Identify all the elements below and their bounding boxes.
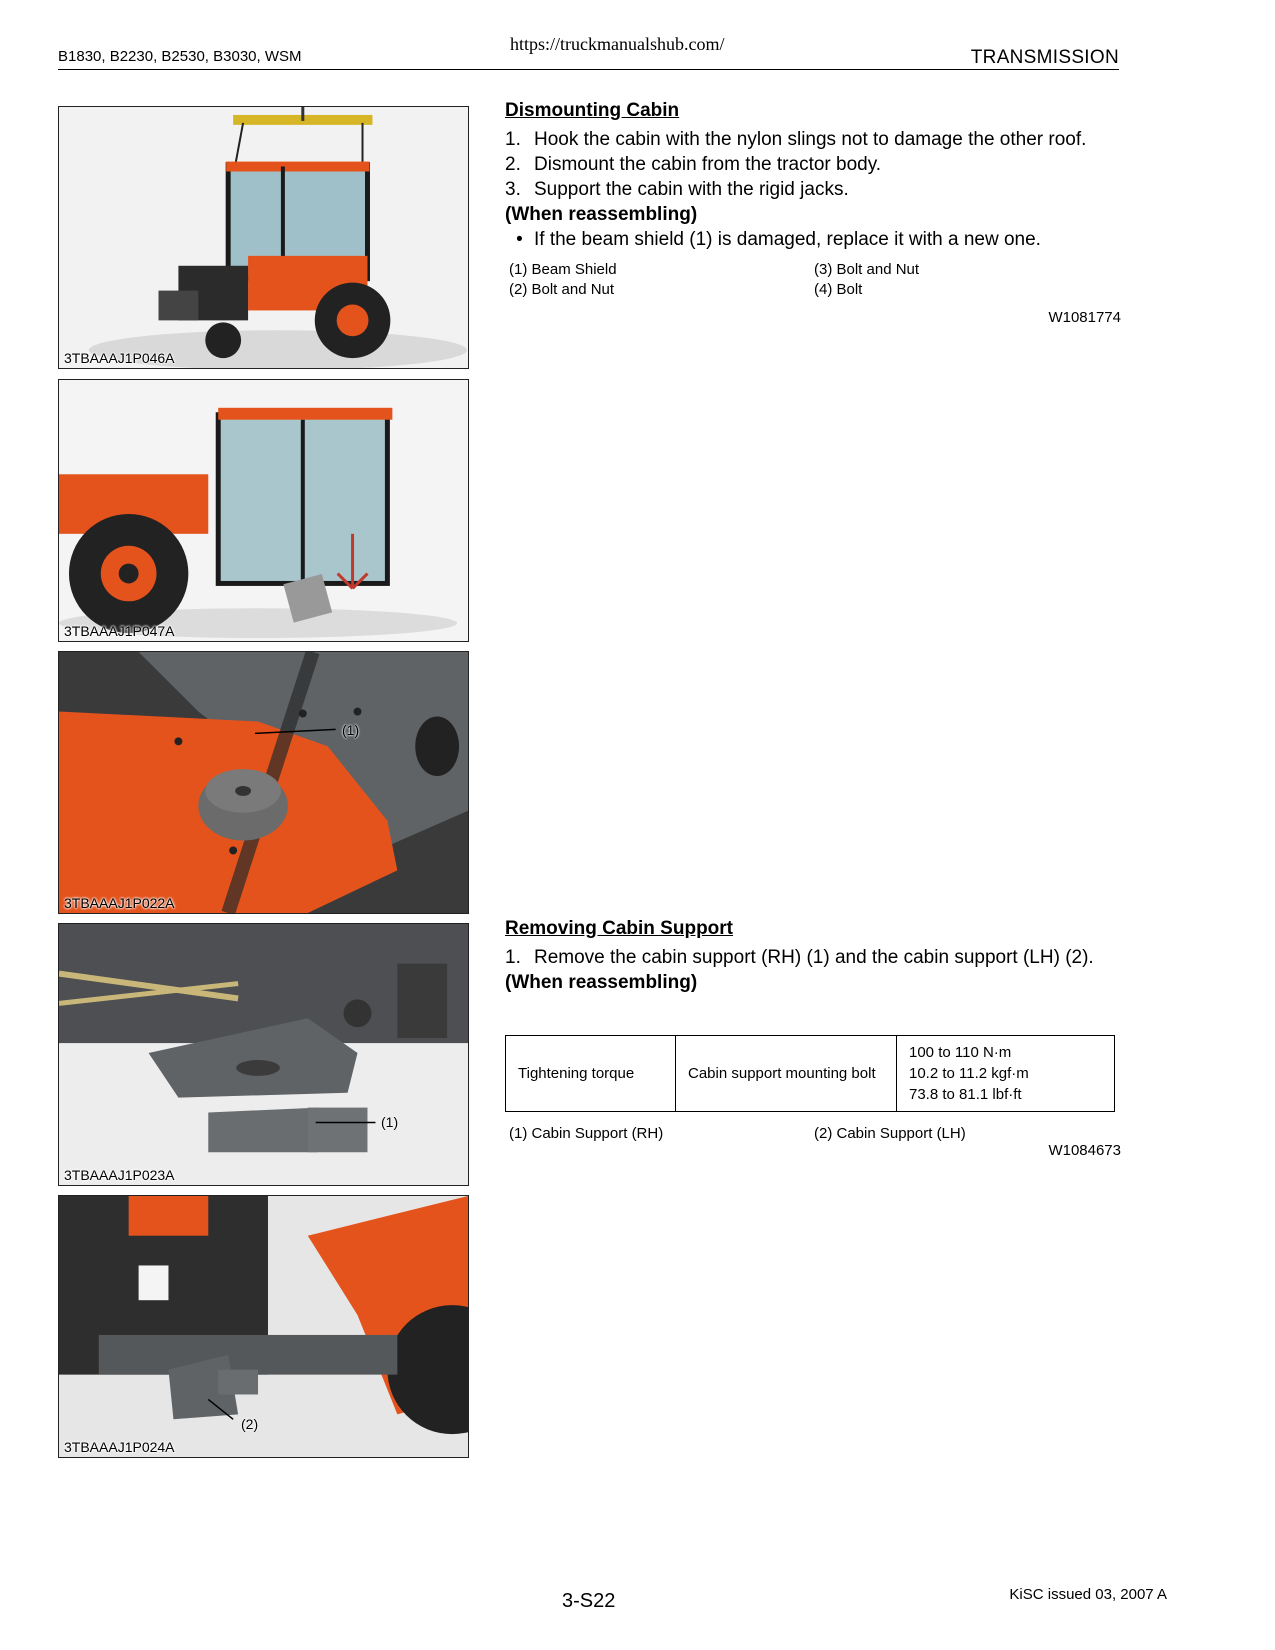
cabin-on-jacks-illustration xyxy=(59,380,468,641)
step-text: Hook the cabin with the nylon slings not to damage the other roof. xyxy=(534,129,1087,150)
bullet-text: If the beam shield (1) is damaged, replace it with a new one. xyxy=(534,229,1041,250)
torque-value: 73.8 to 81.1 lbf·ft xyxy=(909,1086,1022,1103)
tightening-torque-table xyxy=(505,1035,1115,1112)
photo-beam-shield xyxy=(58,651,469,914)
step-text: Remove the cabin support (RH) (1) and the cabin support (LH) (2). xyxy=(534,947,1094,968)
callout-label: (1) xyxy=(342,722,360,738)
photo-code: 3TBAAAJ1P046A xyxy=(64,350,175,366)
step-item xyxy=(505,152,1121,177)
cabin-support-lh-illustration xyxy=(59,1196,468,1457)
callout-label: (2) xyxy=(241,1416,259,1432)
step-number: 3. xyxy=(505,179,521,200)
reassembling-heading: (When reassembling) xyxy=(505,204,698,225)
reassembling-bullet xyxy=(505,227,1121,252)
torque-value: 100 to 110 N·m xyxy=(909,1044,1012,1061)
photo-code: 3TBAAAJ1P047A xyxy=(64,623,175,639)
photo-code: 3TBAAAJ1P022A xyxy=(64,895,175,911)
removing-steps xyxy=(505,945,1121,995)
bullet-icon: • xyxy=(516,229,523,250)
photo-code: 3TBAAAJ1P023A xyxy=(64,1167,175,1183)
step-number: 1. xyxy=(505,947,521,968)
photo-cabin-on-jacks xyxy=(58,379,469,642)
photo-cabin-support-lh xyxy=(58,1195,469,1458)
reassembling-heading: (When reassembling) xyxy=(505,972,698,993)
reference-code: W1081774 xyxy=(1048,309,1121,326)
page-number: 3-S22 xyxy=(562,1590,616,1612)
table-cell-values xyxy=(897,1036,1115,1112)
section-title-dismounting-cabin: Dismounting Cabin xyxy=(505,100,680,121)
beam-shield-illustration xyxy=(59,652,468,913)
callout-label: (1) xyxy=(381,1114,399,1130)
header-divider xyxy=(58,69,1119,70)
legend-item: (3) Bolt and Nut xyxy=(814,261,920,278)
legend-item: (4) Bolt xyxy=(814,281,863,298)
torque-value: 10.2 to 11.2 kgf·m xyxy=(909,1065,1029,1082)
cabin-support-rh-illustration xyxy=(59,924,468,1185)
photo-cabin-hoisted xyxy=(58,106,469,369)
step-item xyxy=(505,177,1121,202)
step-text: Dismount the cabin from the tractor body. xyxy=(534,154,882,175)
photo-code: 3TBAAAJ1P024A xyxy=(64,1439,175,1455)
table-row xyxy=(506,1036,1115,1112)
header-url[interactable]: https://truckmanualshub.com/ xyxy=(510,34,725,54)
step-number: 1. xyxy=(505,129,521,150)
step-item xyxy=(505,945,1121,970)
legend-item: (2) Bolt and Nut xyxy=(509,281,615,298)
legend-item: (1) Beam Shield xyxy=(509,261,617,278)
section-title-removing-cabin-support: Removing Cabin Support xyxy=(505,918,733,939)
cabin-hoisted-illustration xyxy=(59,107,468,368)
dismounting-steps xyxy=(505,127,1121,252)
legend-item: (1) Cabin Support (RH) xyxy=(509,1125,664,1142)
header-model-list: B1830, B2230, B2530, B3030, WSM xyxy=(58,48,302,65)
step-item xyxy=(505,127,1121,152)
table-cell-label: Tightening torque xyxy=(506,1036,676,1112)
step-number: 2. xyxy=(505,154,521,175)
step-text: Support the cabin with the rigid jacks. xyxy=(534,179,849,200)
legend-item: (2) Cabin Support (LH) xyxy=(814,1125,966,1142)
photo-cabin-support-rh xyxy=(58,923,469,1186)
table-cell-item: Cabin support mounting bolt xyxy=(676,1036,897,1112)
reference-code: W1084673 xyxy=(1048,1142,1121,1159)
issue-note: KiSC issued 03, 2007 A xyxy=(1009,1586,1167,1603)
header-section-title: TRANSMISSION xyxy=(970,47,1119,68)
